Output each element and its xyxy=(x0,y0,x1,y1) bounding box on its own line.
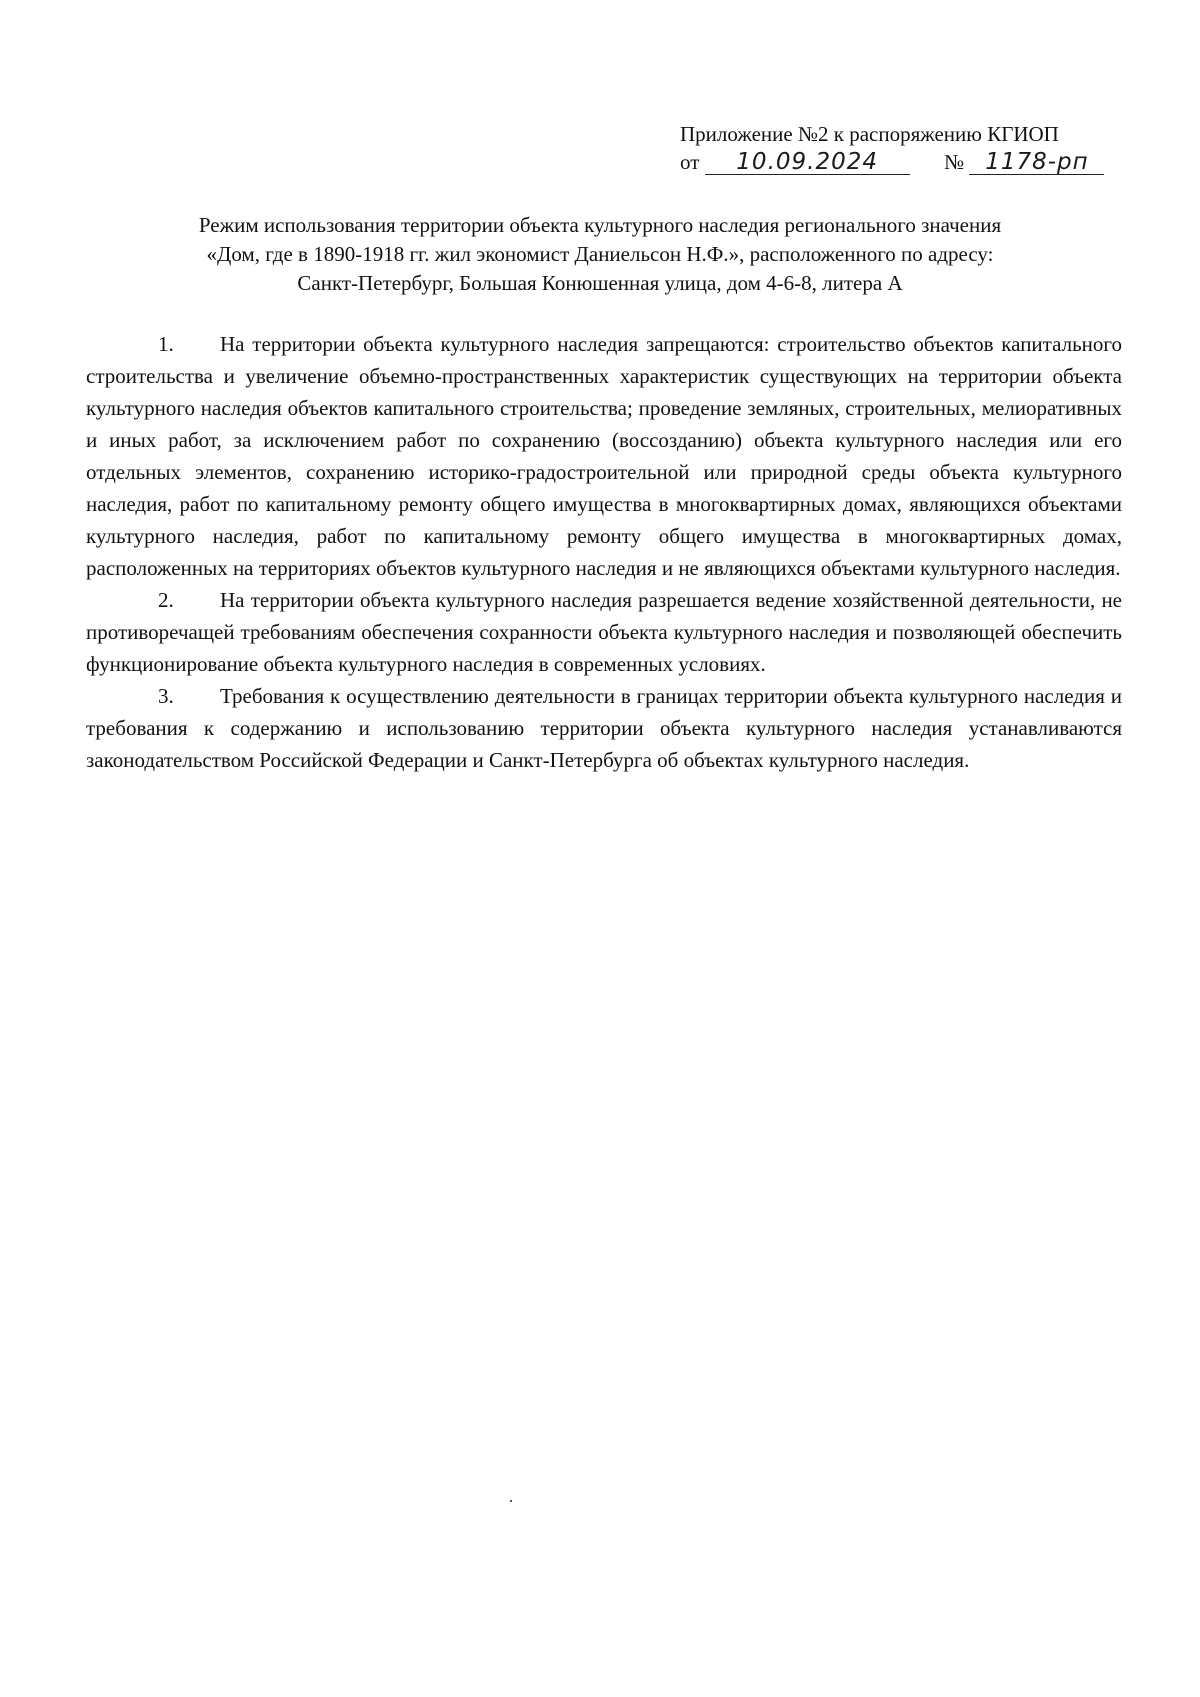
paragraph-number: 3. xyxy=(158,684,174,708)
paragraph-text: На территории объекта культурного наследия запрещаются: строительство объектов капитального строительства и увеличение объемно-пространственных характеристик существующих на территории объекта культурного наследия объектов капитального строительства; проведение земляных, строительных, мелиоративных и иных работ, за исключением работ по сохранению (воссозданию) объекта культурного наследия или его отдельных элементов, сохранению историко-градостроительной или природной среды объекта культурного наследия, работ по капитальному ремонту общего имущества в многоквартирных домах, являющихся объектами культурного наследия, работ по капитальному ремонту общего имущества в многоквартирных домах, расположенных на территориях объектов культурного наследия и не являющихся объектами культурного наследия. xyxy=(86,332,1122,580)
title-line-2: «Дом, где в 1890-1918 гг. жил экономист Даниельсон Н.Ф.», расположенного по адресу: xyxy=(206,242,994,266)
date-prefix: от xyxy=(680,150,700,174)
paragraph-number: 2. xyxy=(158,588,174,612)
paragraph-number: 1. xyxy=(158,332,174,356)
document-body xyxy=(86,328,1122,776)
handwritten-date: 10.09.2024 xyxy=(705,150,910,175)
appendix-date-number-line xyxy=(680,148,1130,176)
handwritten-number: 1178-рп xyxy=(969,150,1104,175)
title-line-1: Режим использования территории объекта культурного наследия регионального значения xyxy=(198,213,1002,237)
title-line-3: Санкт-Петербург, Большая Конюшенная улица, дом 4-6-8, литера А xyxy=(297,271,903,295)
number-prefix: № xyxy=(944,150,965,174)
document-title xyxy=(95,211,1105,298)
paragraph-1 xyxy=(86,328,1122,584)
paragraph-2 xyxy=(86,584,1122,680)
paragraph-3 xyxy=(86,680,1122,776)
appendix-label: Приложение №2 к распоряжению КГИОП xyxy=(680,122,1059,146)
scan-speck xyxy=(510,1500,512,1502)
appendix-header xyxy=(680,120,1130,176)
paragraph-text: На территории объекта культурного наследия разрешается ведение хозяйственной деятельности, не противоречащей требованиям обеспечения сохранности объекта культурного наследия и позволяющей обеспечить функционирование объекта культурного наследия в современных условиях. xyxy=(86,588,1122,676)
paragraph-text: Требования к осуществлению деятельности в границах территории объекта культурного наследия и требования к содержанию и использованию территории объекта культурного наследия устанавливаются законодательством Российской Федерации и Санкт-Петербурга об объектах культурного наследия. xyxy=(86,684,1122,772)
